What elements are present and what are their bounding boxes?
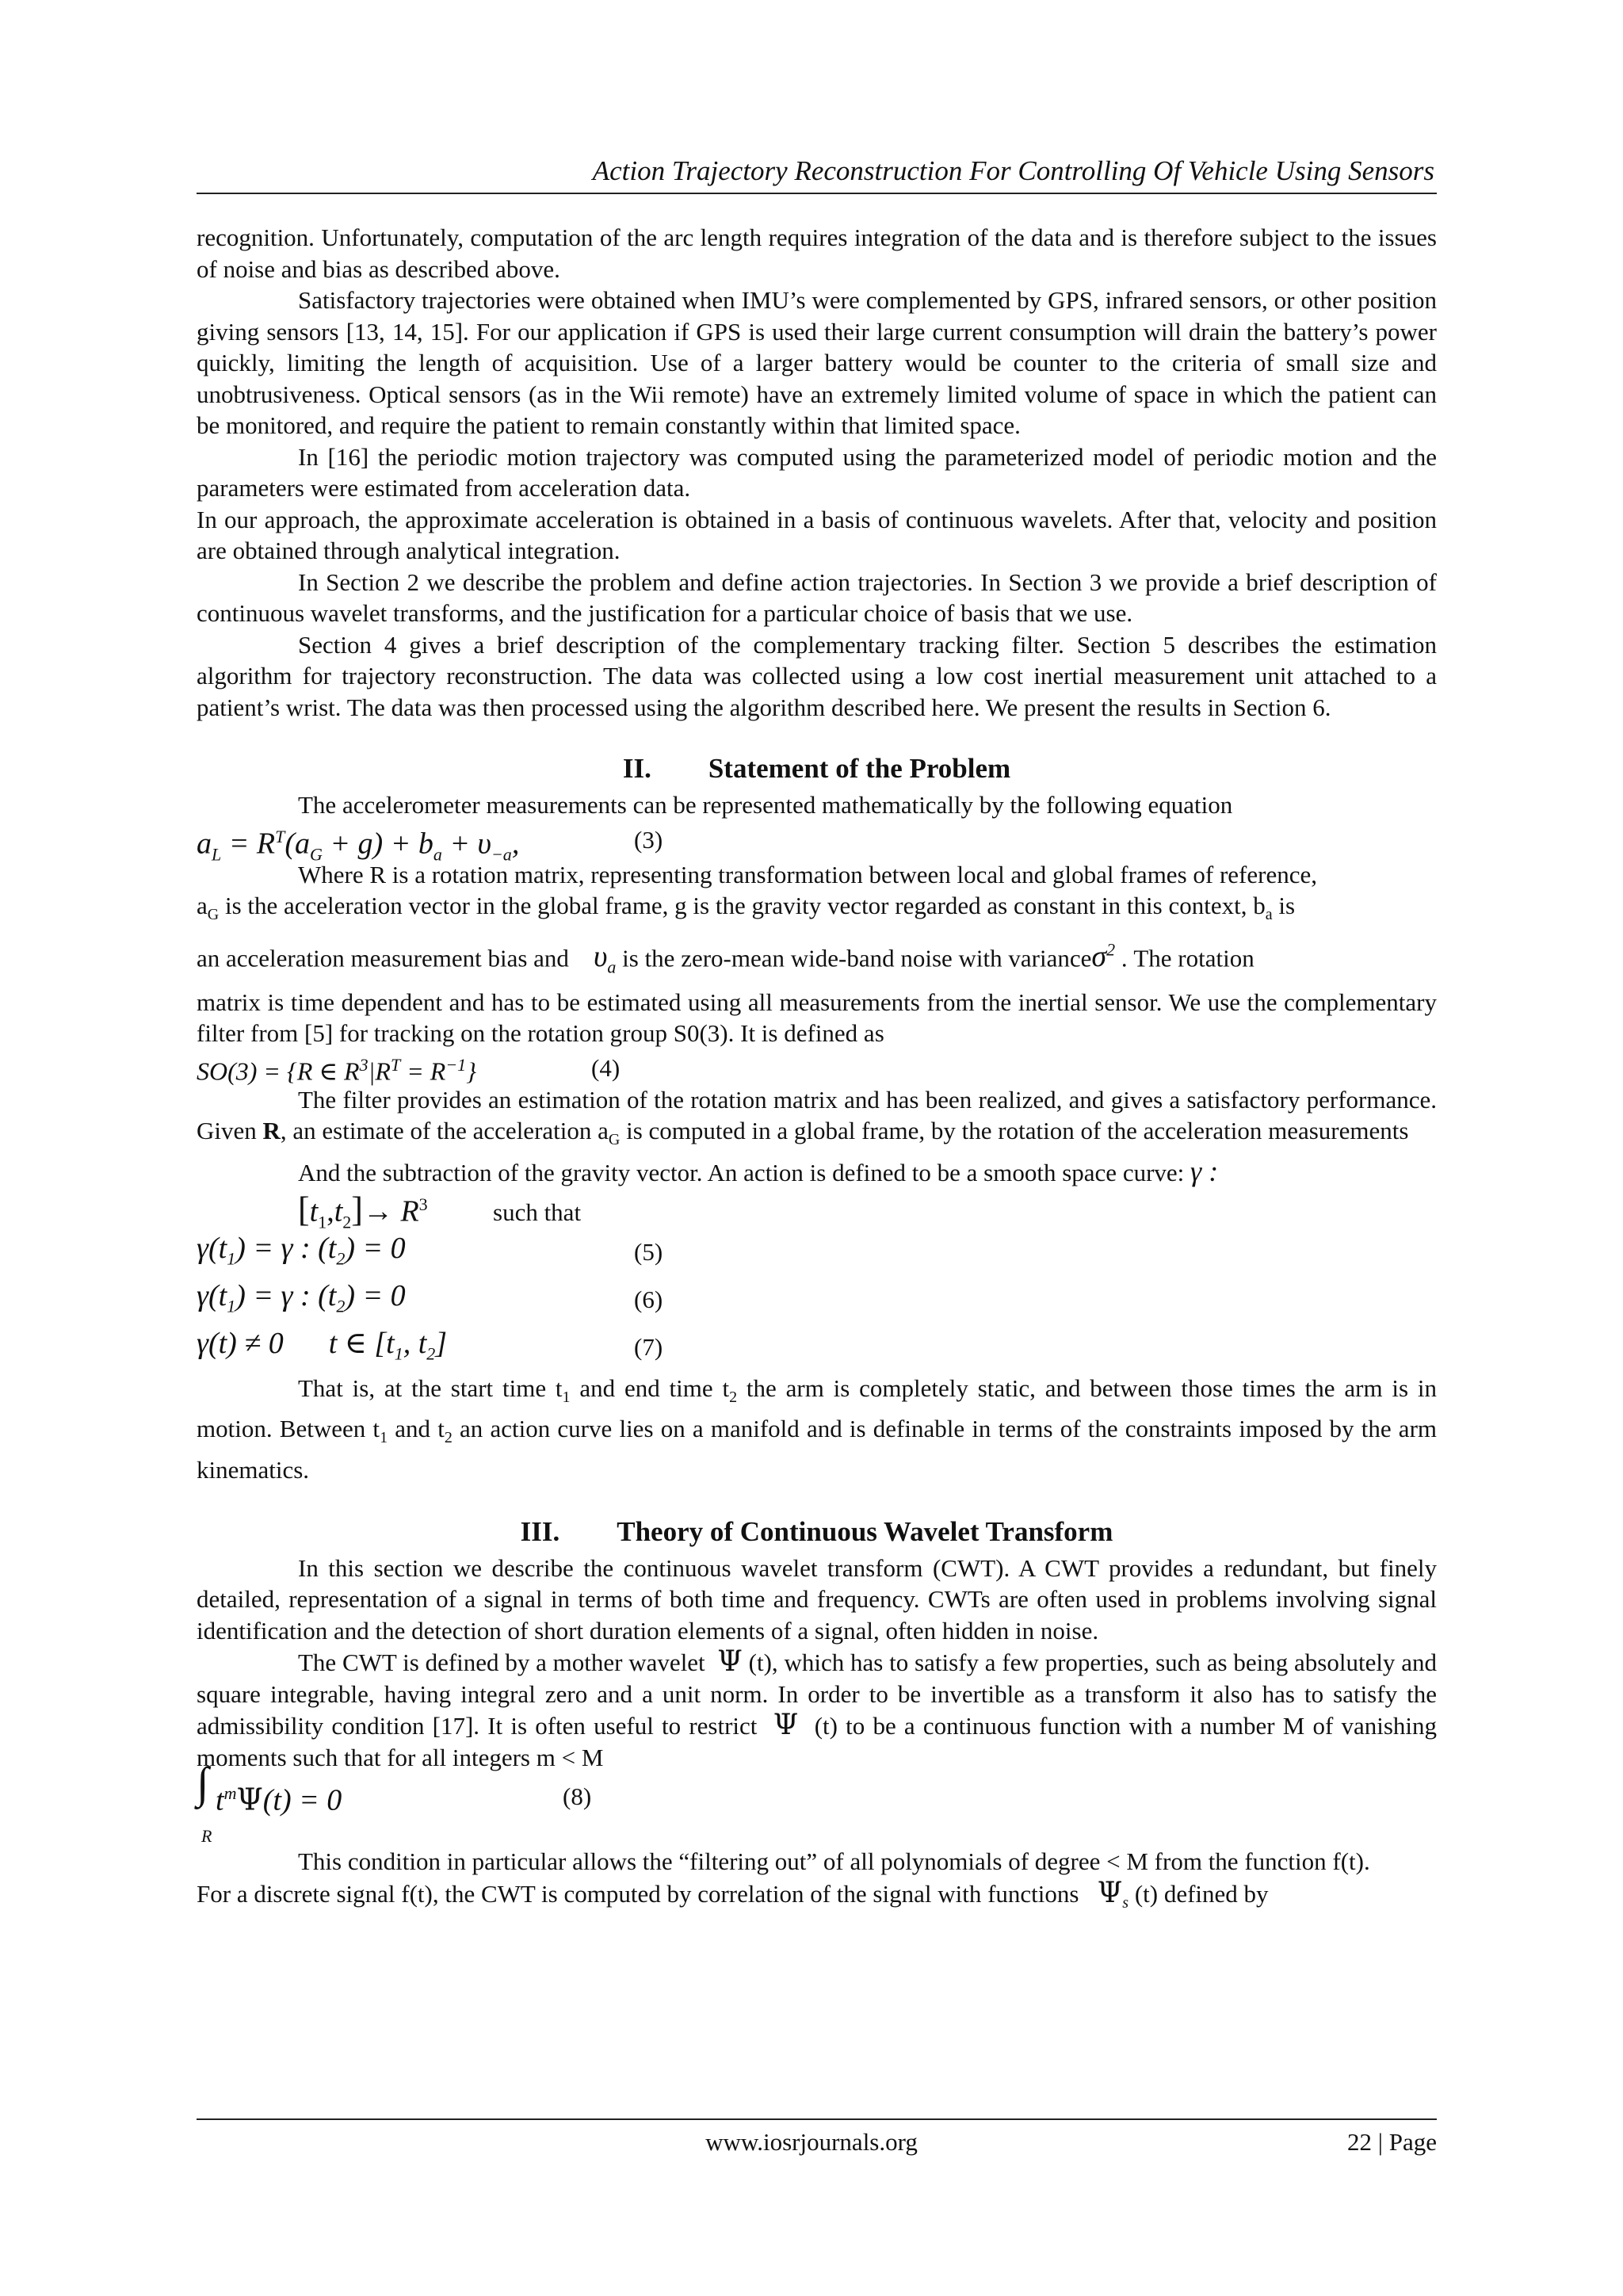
paragraph: That is, at the start time $t_1$ and end time $t_2$ the arm is completely static, and between those times the arm is in motion. Between $t_1$ and $t_2$ an action curve lies on a manifold and is definable in terms of the constraints imposed by the arm kinematics.	[197, 1373, 1438, 1484]
paragraph: The CWT is defined by a mother wavelet Ψ (t), which has to satisfy a few properties, such as being absolutely and square integrable, having integral zero and a unit norm. In order to be invertible as a transform it also has to satisfy the admissibility condition [17]. It is often useful to restrict Ψ (t) to be a continuous function with a number M of vanishing moments such that for all integers m < M	[197, 1645, 1438, 1771]
paragraph: Satisfactory trajectories were obtained when IMU’s were complemented by GPS, infrared sensors, or other position giving sensors [13, 14, 15]. For our application if GPS is used their large current consumption will drain the battery’s power quickly, limiting the length of acquisition. Use of a larger battery would be counter to the criteria of small size and unobtrusiveness. Optical sensors (as in the Wii remote) have an extremely limited volume of space in which the patient can be monitored, and require the patient to remain constantly within that limited space.	[197, 286, 1437, 439]
equation-4: SO(3) = {R ∈ $R^3|R^T = R^{-1}$} (4)	[197, 1053, 621, 1086]
such-that-label: such that	[493, 1198, 582, 1226]
paragraph: Section 4 gives a brief description of the complementary tracking filter. Section 5 describes the estimation algorithm for trajectory reconstruction. The data was collected using a low cost inertial measurement unit attached to a patient’s wrist. The data was then processed using the algorithm described here. We present the results in Section 6.	[197, 630, 1437, 721]
section-title: Theory of Continuous Wavelet Transform	[617, 1515, 1113, 1547]
footer-website: www.iosrjournals.org	[705, 2128, 918, 2156]
running-header-title: Action Trajectory Reconstruction For Controlling Of Vehicle Using Sensors	[592, 155, 1434, 186]
section-title: Statement of the Problem	[708, 753, 1011, 784]
main-text	[197, 222, 1437, 1919]
paragraph: In [16] the periodic motion trajectory was computed using the parameterized model of periodic motion and the parameters were estimated from acceleration data.	[197, 442, 1437, 502]
section-number: II.	[622, 753, 651, 784]
equation-number: (7)	[634, 1332, 663, 1361]
section-heading-3	[197, 1516, 1437, 1548]
paragraph: recognition. Unfortunately, computation of the arc length requires integration of the data and is therefore subject to the issues of noise and bias as described above.	[197, 223, 1437, 283]
paragraph: This condition in particular allows the “filtering out” of all polynomials of degree < M from the function f(t).	[298, 1847, 1370, 1875]
footer-page-number: 22 | Page	[1347, 2128, 1437, 2156]
paragraph: In this section we describe the continuous wavelet transform (CWT). A CWT provides a redundant, but finely detailed, representation of a signal in terms of both time and frequency. CWTs are often used in problems involving signal identification and the detection of short duration elements of a signal, often hidden in noise.	[197, 1553, 1437, 1645]
equation-number: (4)	[591, 1053, 621, 1082]
equation-6: $\gamma(t_1) = \gamma$ : $(t_2) = 0$ (6)	[197, 1278, 663, 1316]
paragraph: In our approach, the approximate acceleration is obtained in a basis of continuous wavelets. After that, velocity and position are obtained through analytical integration.	[197, 505, 1437, 564]
equation-number: (3)	[634, 825, 663, 854]
equation-number: (8)	[563, 1782, 592, 1810]
section-heading-2	[197, 753, 1437, 785]
equation-3: $a_L = R^T(a_G + g) + b_a + \upsilon_{-a}$, (3)	[197, 825, 663, 864]
paragraph: And the subtraction of the gravity vector. An action is defined to be a smooth space curve: γ :	[298, 1156, 1219, 1188]
paragraph: matrix is time dependent and has to be estimated using all measurements from the inertial sensor. We use the complementary filter from [5] for tracking on the rotation group S0(3). It is defined as	[197, 988, 1437, 1048]
interval-expression: $[t_1,t_2]\to R^3$ such that	[298, 1190, 582, 1232]
paragraph: For a discrete signal f(t), the CWT is computed by correlation of the signal with functions $\Psi_s$ (t) defined by	[197, 1876, 1269, 1912]
paragraph: In Section 2 we describe the problem and define action trajectories. In Section 3 we provide a brief description of continuous wavelet transforms, and the justification for a particular choice of basis that we use.	[197, 567, 1437, 627]
header-rule	[197, 193, 1437, 194]
equation-8: ∫ $t^m\Psi(t) = 0$ R (8)	[197, 1759, 592, 1846]
footer-rule	[197, 2118, 1437, 2120]
paragraph: $a_G$ is the acceleration vector in the global frame, g is the gravity vector regarded as constant in this context, $b_a$ is	[197, 892, 1296, 924]
section-number: III.	[520, 1515, 560, 1547]
paragraph: Where R is a rotation matrix, representing transformation between local and global frames of reference,	[298, 860, 1317, 888]
equation-number: (5)	[634, 1237, 663, 1266]
paragraph: The accelerometer measurements can be represented mathematically by the following equation	[298, 791, 1233, 819]
equation-7: γ(t) ≠ 0 t ∈ [$t_1$, $t_2$] (7)	[197, 1326, 663, 1364]
paragraph: The filter provides an estimation of the rotation matrix and has been realized, and gives a satisfactory performance. Given R, an estimate of the acceleration $a_G$ is computed in a global frame, by the rotation of the acceleration measurements	[197, 1085, 1437, 1149]
equation-5: $\gamma(t_1) = \gamma$ : $(t_2) = 0$ (5)	[197, 1231, 663, 1269]
paragraph: an acceleration measurement bias and $\upsilon_a$ is the zero-mean wide-band noise with varianceσ$^2$ . The rotation	[197, 939, 1254, 977]
equation-number: (6)	[634, 1285, 663, 1313]
